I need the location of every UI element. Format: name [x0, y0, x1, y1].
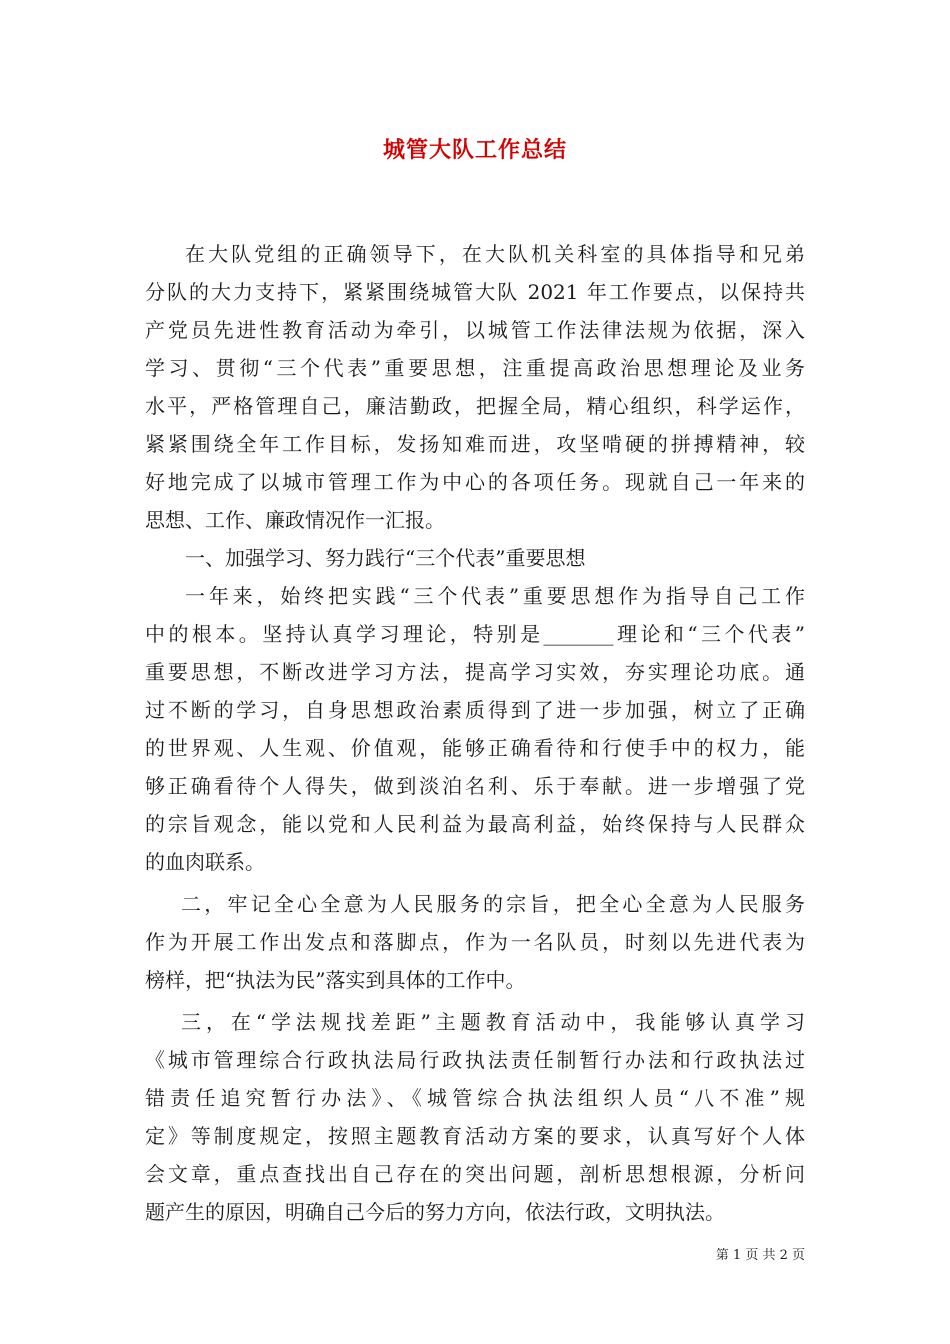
- text-line: 一年来，始终把实践“三个代表”重要思想作为指导自己工作: [185, 584, 805, 608]
- text-line: 榜样，把“执法为民”落实到具体的工作中。: [145, 968, 526, 992]
- text-line: 的宗旨观念，能以党和人民利益为最高利益，始终保持与人民群众: [145, 812, 805, 836]
- paragraph-service: [145, 885, 805, 999]
- text-line: 的血肉联系。: [145, 850, 265, 874]
- text-line: 学习、贯彻“三个代表”重要思想，注重提高政治思想理论及业务: [145, 356, 805, 380]
- text-line: 过不断的学习，自身思想政治素质得到了进一步加强，树立了正确: [145, 698, 805, 722]
- text-line: 中的根本。坚持认真学习理论，特别是_______理论和“三个代表”: [145, 622, 805, 646]
- text-line: 分队的大力支持下，紧紧围绕城管大队 2021 年工作要点，以保持共: [145, 280, 805, 304]
- text-line: 定》等制度规定，按照主题教育活动方案的要求，认真写好个人体: [145, 1124, 805, 1148]
- page-title: 城管大队工作总结: [382, 137, 567, 163]
- page-number: 第 1 页 共 2 页: [715, 1248, 805, 1263]
- text-line: 错责任追究暂行办法》、《城管综合执法组织人员“八不准”规: [145, 1086, 805, 1110]
- text-line: 水平，严格管理自己，廉洁勤政，把握全局，精心组织，科学运作，: [145, 394, 805, 418]
- text-line: 重要思想，不断改进学习方法，提高学习实效，夯实理论功底。通: [145, 660, 805, 684]
- paragraph-intro: [145, 235, 805, 539]
- text-line: 会文章，重点查找出自己存在的突出问题，剖析思想根源，分析问: [145, 1162, 805, 1186]
- text-line: 三，在“学法规找差距”主题教育活动中，我能够认真学习: [181, 1010, 805, 1034]
- text-line: 二，牢记全心全意为人民服务的宗旨，把全心全意为人民服务: [181, 892, 805, 916]
- text-line: 好地完成了以城市管理工作为中心的各项任务。现就自己一年来的: [145, 470, 805, 494]
- text-line: 《城市管理综合行政执法局行政执法责任制暂行办法和行政执法过: [145, 1048, 805, 1072]
- document-body: [145, 235, 805, 1231]
- text-line: 够正确看待个人得失，做到淡泊名利、乐于奉献。进一步增强了党: [145, 774, 805, 798]
- paragraph-education: [145, 1003, 805, 1231]
- text-line: 作为开展工作出发点和落脚点，作为一名队员，时刻以先进代表为: [145, 930, 805, 954]
- section-heading: 一、加强学习、努力践行“三个代表”重要思想: [185, 546, 586, 570]
- text-line: 在大队党组的正确领导下，在大队机关科室的具体指导和兄弟: [185, 242, 805, 266]
- text-line: 产党员先进性教育活动为牵引，以城管工作法律法规为依据，深入: [145, 318, 805, 342]
- section-heading-1: [145, 539, 805, 577]
- text-line: 紧紧围绕全年工作目标，发扬知难而进，攻坚啃硬的拼搏精神，较: [145, 432, 805, 456]
- text-line: 题产生的原因，明确自己今后的努力方向，依法行政，文明执法。: [145, 1200, 725, 1224]
- text-line: 思想、工作、廉政情况作一汇报。: [145, 508, 445, 532]
- text-line: 的世界观、人生观、价值观，能够正确看待和行使手中的权力，能: [145, 736, 805, 760]
- paragraph-study: [145, 577, 805, 881]
